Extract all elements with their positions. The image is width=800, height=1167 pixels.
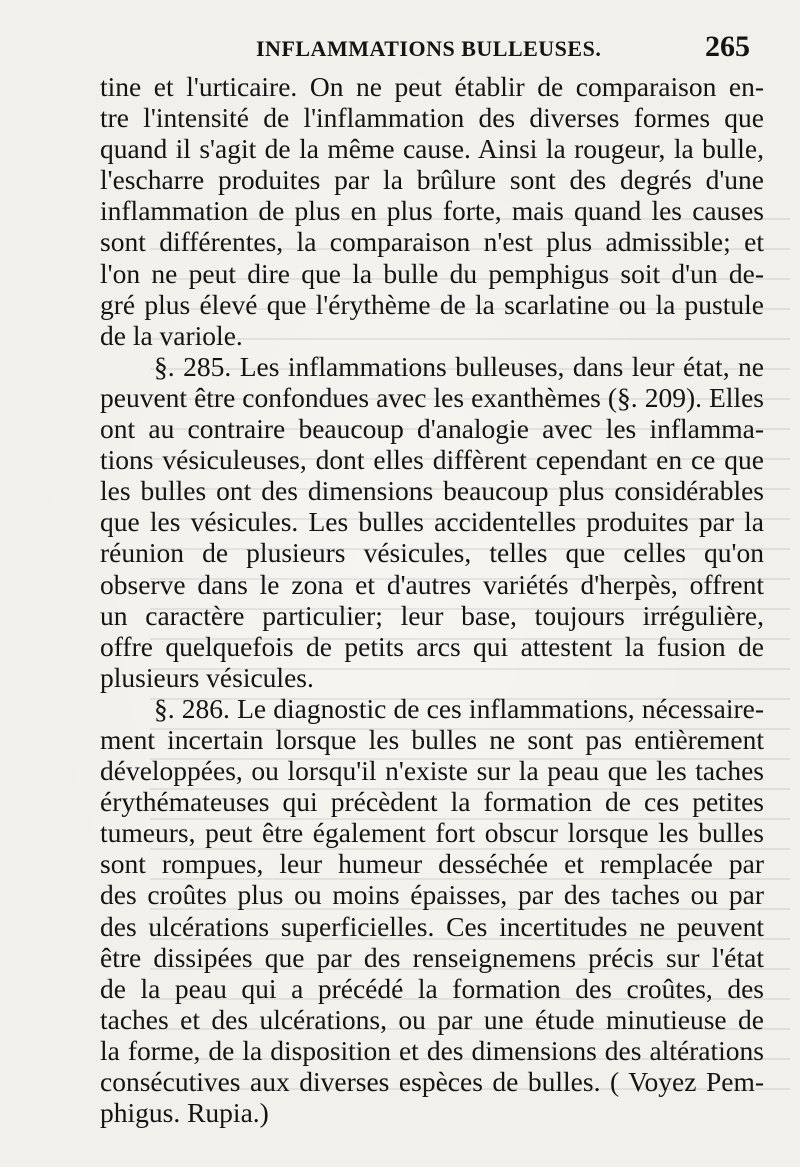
paragraph-285-start: §. 285. Les inflammations bulleuses, dans leur état, ne [154, 350, 764, 382]
text-line: être dissipées que par des renseignemens précis sur l'état [100, 941, 764, 973]
paragraph-286-start: §. 286. Le diagnostic de ces inflammations, nécessaire- [154, 692, 764, 724]
text-line: de la peau qui a précédé la formation des croûtes, des [100, 972, 764, 1004]
text-line: ment incertain lorsque les bulles ne sont pas entièrement [100, 723, 764, 755]
text-line: gré plus élevé que l'érythème de la scarlatine ou la pustule [100, 288, 764, 320]
text-line: tions vésiculeuses, dont elles diffèrent cependant en ce que [100, 444, 764, 476]
body-text [100, 71, 764, 1128]
text-line: des croûtes plus ou moins épaisses, par des taches ou par [100, 879, 764, 911]
text-line: l'on ne peut dire que la bulle du pemphigus soit d'un de- [100, 257, 764, 289]
text-line: tumeurs, peut être également fort obscur lorsque les bulles [100, 817, 764, 849]
page-number: 265 [705, 30, 750, 63]
text-line: phigus. Rupia.) [100, 1097, 269, 1129]
text-line: offre quelquefois de petits arcs qui attestent la fusion de [100, 630, 764, 662]
text-line: de la variole. [100, 319, 243, 351]
text-line: plusieurs vésicules. [100, 661, 314, 693]
text-line: inflammation de plus en plus forte, mais quand les causes [100, 195, 764, 227]
text-line: peuvent être confondues avec les exanthèmes (§. 209). Elles [100, 381, 764, 413]
text-line: quand il s'agit de la même cause. Ainsi la rougeur, la bulle, [100, 133, 764, 165]
running-head: INFLAMMATIONS BULLEUSES. [256, 36, 602, 61]
text-line: sont différentes, la comparaison n'est plus admissible; et [100, 226, 764, 258]
text-line: que les vésicules. Les bulles accidentelles produites par la [100, 506, 764, 538]
text-line: tre l'intensité de l'inflammation des diverses formes que [100, 102, 764, 134]
text-line: consécutives aux diverses espèces de bulles. ( Voyez Pem- [100, 1066, 764, 1097]
text-line: l'escharre produites par la brûlure sont des degrés d'une [100, 164, 764, 196]
text-line: des ulcérations superficielles. Ces incertitudes ne peuvent [100, 910, 764, 942]
text-line: un caractère particulier; leur base, toujours irrégulière, [100, 599, 764, 631]
text-line: érythémateuses qui précèdent la formation de ces petites [100, 786, 764, 818]
text-line: taches et des ulcérations, ou par une étude minutieuse de [100, 1003, 764, 1035]
text-line: réunion de plusieurs vésicules, telles que celles qu'on [100, 537, 764, 569]
text-line: tine et l'urticaire. On ne peut établir de comparaison en- [100, 71, 764, 102]
text-line: sont rompues, leur humeur desséchée et remplacée par [100, 848, 764, 880]
text-line: les bulles ont des dimensions beaucoup plus considérables [100, 475, 764, 507]
text-line: la forme, de la disposition et des dimensions des altérations [100, 1034, 764, 1066]
text-line: observe dans le zona et d'autres variétés d'herpès, offrent [100, 568, 764, 600]
text-line: ont au contraire beaucoup d'analogie avec les inflamma- [100, 413, 764, 445]
text-line: développées, ou lorsqu'il n'existe sur la peau que les taches [100, 755, 764, 787]
